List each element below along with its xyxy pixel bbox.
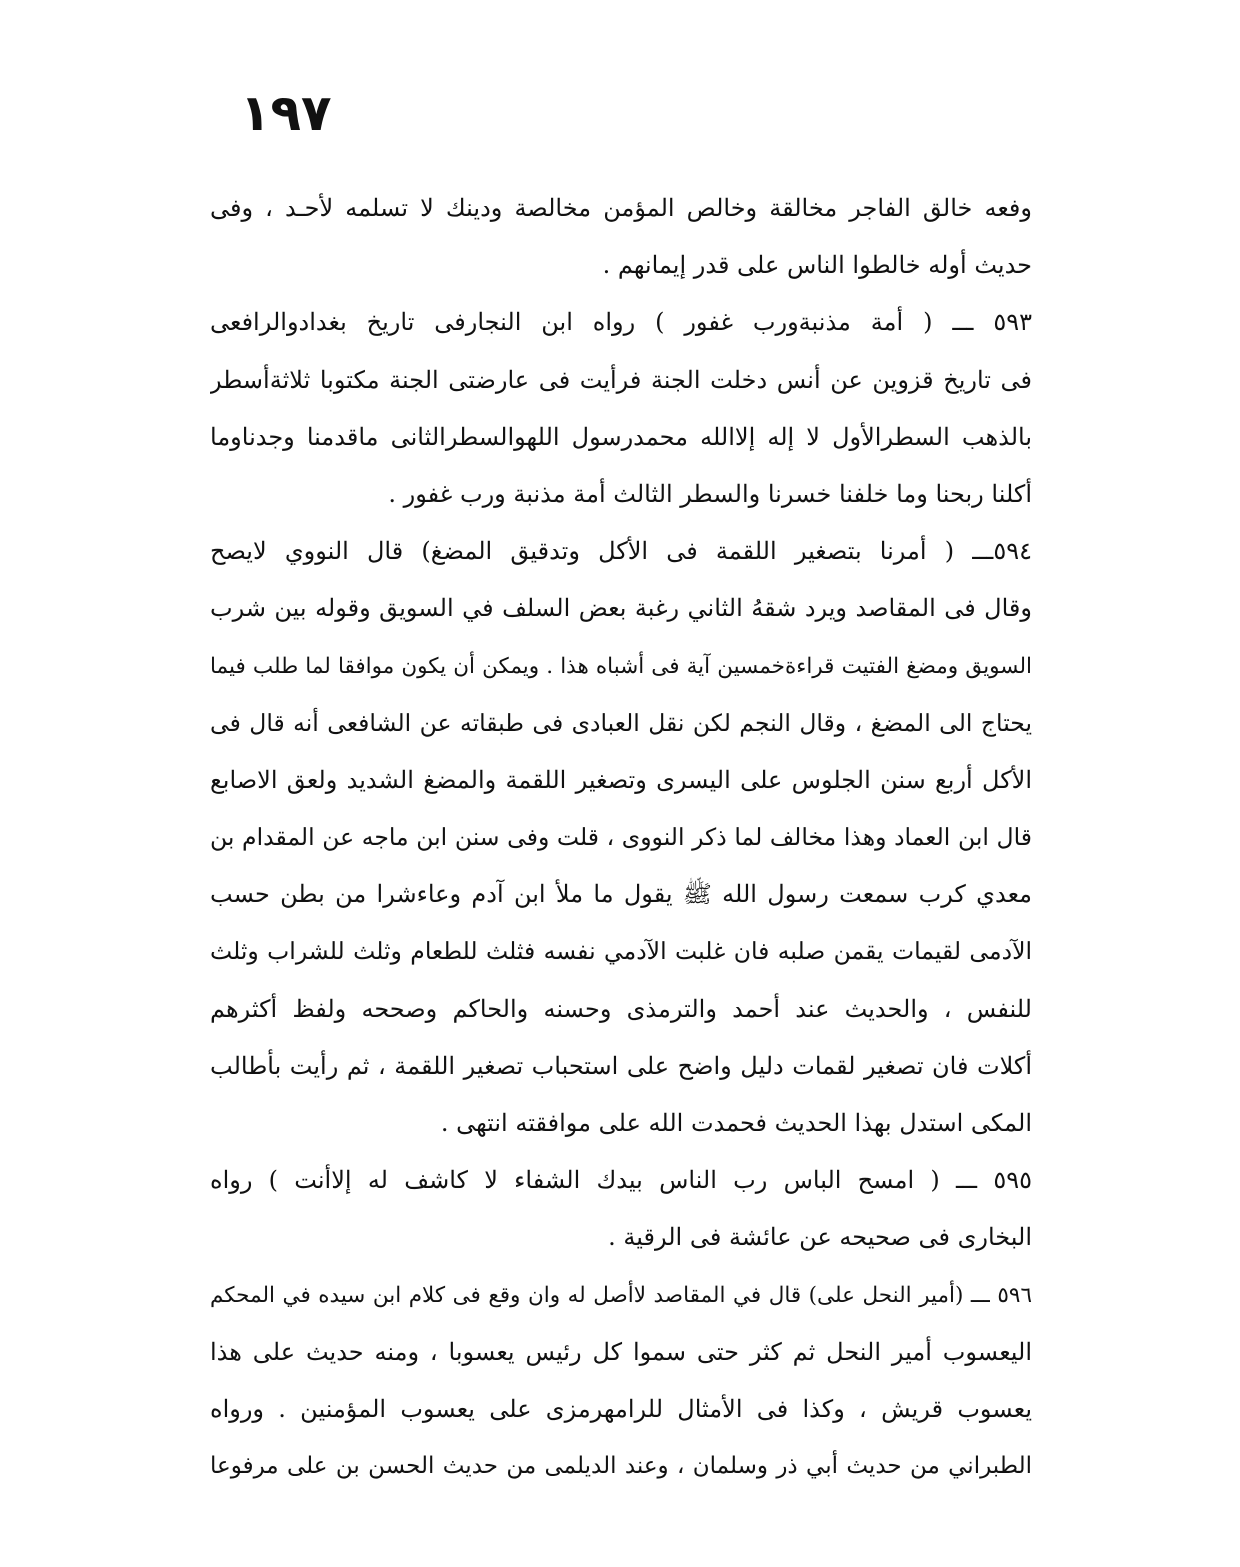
text-line: بالذهب السطرالأول لا إله إلاالله محمدرسول اللهوالسطرالثانى ماقدمنا وجدناوما — [210, 422, 1032, 451]
text-line: البخارى فى صحيحه عن عائشة فى الرقية . — [608, 1223, 1032, 1252]
text-line: اليعسوب أمير النحل ثم كثر حتى سموا كل رئيس يعسوبا ، ومنه حديث على هذا — [210, 1337, 1032, 1366]
text-line: يحتاج الى المضغ ، وقال النجم لكن نقل العبادى فى طبقاته عن الشافعى أنه قال فى — [210, 708, 1032, 737]
text-line: ٥٩٤ـــ ( أمرنا بتصغير اللقمة فى الأكل وتدقيق المضغ) قال النووي لايصح — [210, 537, 1032, 566]
text-line: أكلات فان تصغير لقمات دليل واضح على استحباب تصغير اللقمة ، ثم رأيت بأطالب — [210, 1051, 1032, 1080]
text-line: المكى استدل بهذا الحديث فحمدت الله على موافقته انتهى . — [440, 1109, 1032, 1137]
text-line: الآدمى لقيمات يقمن صلبه فان غلبت الآدمي نفسه فثلث للطعام وثلث للشراب وثلث — [210, 937, 1032, 966]
text-line: الأكل أربع سنن الجلوس على اليسرى وتصغير اللقمة والمضغ الشديد ولعق الاصابع — [210, 765, 1032, 794]
text-line: فى تاريخ قزوين عن أنس دخلت الجنة فرأيت فى عارضتى الجنة مكتوبا ثلاثةأسطر — [210, 365, 1032, 394]
text-line: وقال فى المقاصد ويرد شقهُ الثاني رغبة بعض السلف في السويق وقوله بين شرب — [210, 594, 1032, 623]
text-line: حديث أوله خالطوا الناس على قدر إيمانهم . — [602, 251, 1032, 280]
text-line: معدي كرب سمعت رسول الله ﷺ يقول ما ملأ ابن آدم وعاءشرا من بطن حسب — [210, 880, 1032, 909]
page-number: ١٩٧ — [240, 84, 332, 142]
text-line: يعسوب قريش ، وكذا فى الأمثال للرامهرمزى على يعسوب المؤمنين . ورواه — [210, 1394, 1032, 1423]
text-line: الطبراني من حديث أبي ذر وسلمان ، وعند الديلمى من حديث الحسن بن على مرفوعا — [210, 1453, 1032, 1480]
text-line: ٥٩٥ ـــ ( امسح الباس رب الناس بيدك الشفاء لا كاشف له إلاأنت ) رواه — [210, 1166, 1032, 1195]
text-line: أكلنا ربحنا وما خلفنا خسرنا والسطر الثالث أمة مذنبة ورب غفور . — [388, 479, 1032, 508]
text-line: قال ابن العماد وهذا مخالف لما ذكر النووى ، قلت وفى سنن ابن ماجه عن المقدام بن — [210, 823, 1032, 852]
text-line: ٥٩٦ ـــ (أمير النحل على) قال في المقاصد لاأصل له وان وقع فى كلام ابن سيده في المحكم — [210, 1282, 1032, 1308]
text-line: ٥٩٣ ـــ ( أمة مذنبةورب غفور ) رواه ابن النجارفى تاريخ بغدادوالرافعى — [210, 308, 1032, 337]
text-line: السويق ومضغ الفتيت قراءةخمسين آية فى أشباه هذا . ويمكن أن يكون موافقا لما طلب فيما — [210, 653, 1032, 679]
text-body — [210, 180, 1032, 1495]
text-line: للنفس ، والحديث عند أحمد والترمذى وحسنه والحاكم وصححه ولفظ أكثرهم — [210, 994, 1032, 1023]
text-line: وفعه خالق الفاجر مخالقة وخالص المؤمن مخالصة ودينك لا تسلمه لأحـد ، وفى — [210, 194, 1032, 222]
